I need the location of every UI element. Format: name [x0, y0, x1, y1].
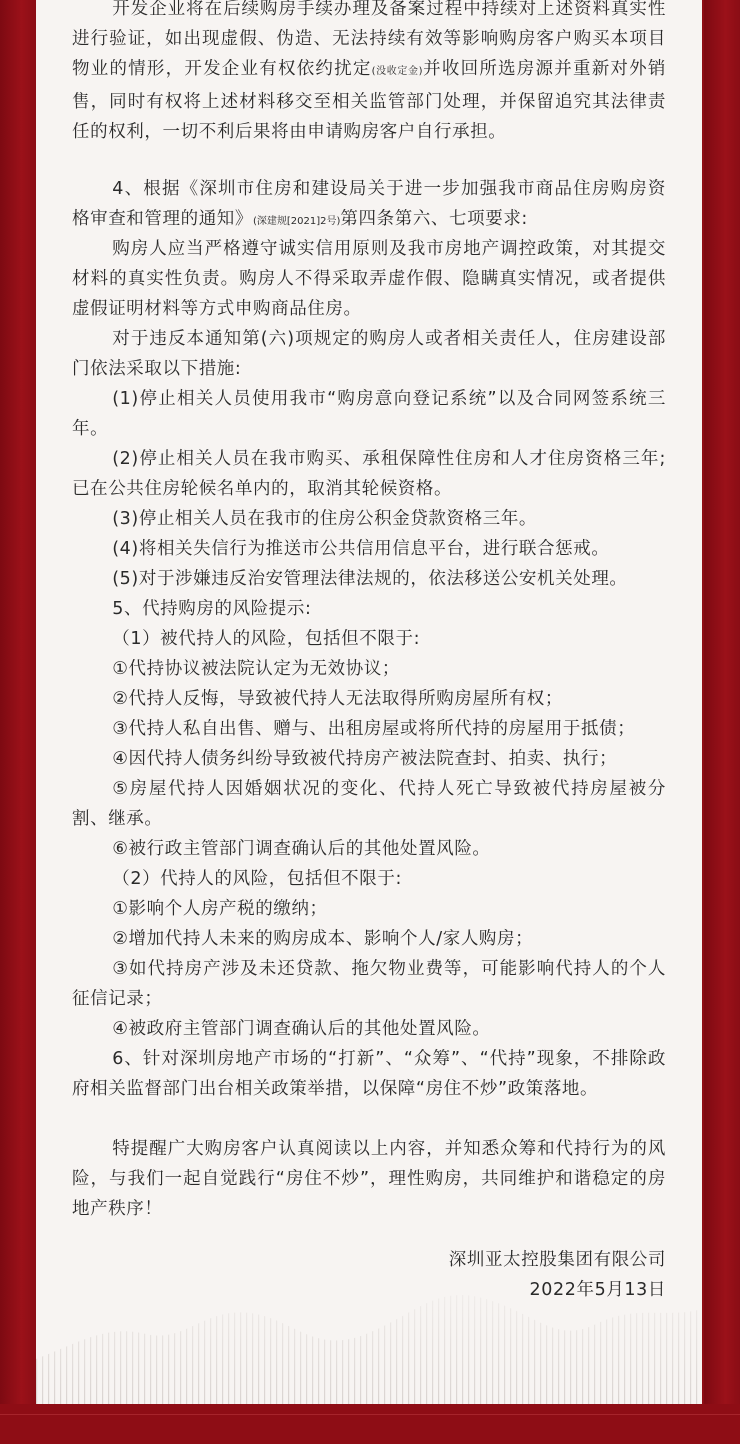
paragraph [72, 1044, 666, 1104]
paragraph-text: 6、针对深圳房地产市场的“打新”、“众筹”、“代持”现象，不排除政府相关监督部门出台相关政策举措，以保障“房住不炒”政策落地。 [72, 1049, 666, 1099]
paragraph [72, 894, 666, 924]
paragraph-text: (3)停止相关人员在我市的住房公积金贷款资格三年。 [112, 509, 538, 529]
paragraph-text: ④被政府主管部门调查确认后的其他处置风险。 [112, 1019, 491, 1039]
paragraph-text: (1)停止相关人员使用我市“购房意向登记系统”以及合同网签系统三年。 [72, 389, 666, 439]
paragraph-text: 4、根据《深圳市住房和建设局关于进一步加强我市商品住房购房资格审查和管理的通知》 [72, 179, 666, 229]
paragraph-text-cont: 第四条第六、七项要求: [340, 209, 528, 229]
paragraph-footnote: (深建规[2021]2号) [253, 216, 341, 227]
paragraph-text: （1）被代持人的风险，包括但不限于: [112, 629, 421, 649]
paragraph [72, 924, 666, 954]
paragraph [72, 324, 666, 384]
paragraph-text: (5)对于涉嫌违反治安管理法律法规的，依法移送公安机关处理。 [112, 569, 628, 589]
paragraph-text: (2)停止相关人员在我市购买、承租保障性住房和人才住房资格三年;已在公共住房轮候名单内的，取消其轮候资格。 [72, 449, 666, 499]
paragraph-text: ①代持协议被法院认定为无效协议； [112, 659, 401, 679]
paragraph-text: 开发企业将在后续购房手续办理及备案过程中持续对上述资料真实性进行验证，如出现虚假、伪造、无法持续有效等影响购房客户购买本项目物业的情形，开发企业有权依约扰定 [72, 0, 666, 79]
paragraph [72, 1134, 666, 1224]
left-red-border [0, 0, 36, 1444]
signature-date: 2022年5月13日 [529, 1280, 666, 1300]
paragraph-text: 对于违反本通知第(六)项规定的购房人或者相关责任人，住房建设部门依法采取以下措施: [72, 329, 666, 379]
paragraph [72, 1014, 666, 1044]
paragraph-text: ②增加代持人未来的购房成本、影响个人/家人购房； [112, 929, 534, 949]
paragraph [72, 384, 666, 444]
paragraph-text: ②代持人反悔，导致被代持人无法取得所购房屋所有权； [112, 689, 563, 709]
paragraph-text: 5、代持购房的风险提示: [112, 599, 312, 619]
paragraph-text: ①影响个人房产税的缴纳； [112, 899, 328, 919]
paragraph-text: 购房人应当严格遵守诚实信用原则及我市房地产调控政策，对其提交材料的真实性负责。购房人不得采取弄虚作假、隐瞒真实情况，或者提供虚假证明材料等方式申购商品住房。 [72, 239, 666, 319]
paragraph [72, 594, 666, 624]
right-red-border [704, 0, 740, 1444]
paragraph [72, 564, 666, 594]
paragraph [72, 234, 666, 324]
paragraph-text: ④因代持人债务纠纷导致被代持房产被法院查封、拍卖、执行； [112, 749, 618, 769]
paragraph [72, 174, 666, 237]
paragraph [72, 504, 666, 534]
paragraph [72, 654, 666, 684]
company-signature: 深圳亚太控股集团有限公司 [448, 1250, 666, 1270]
paragraph-text: 特提醒广大购房客户认真阅读以上内容，并知悉众筹和代持行为的风险，与我们一起自觉践行“房住不炒”，理性购房，共同维护和谐稳定的房地产秩序！ [72, 1139, 666, 1219]
paragraph-text: （2）代持人的风险，包括但不限于: [112, 869, 402, 889]
paragraph [72, 624, 666, 654]
paragraph-text: ⑥被行政主管部门调查确认后的其他处置风险。 [112, 839, 491, 859]
paragraph [72, 834, 666, 864]
bottom-red-band [0, 1404, 740, 1444]
paragraph-text-cont: 并收回所选房源并重新对外销售，同时有权将上述材料移交至相关监管部门处理，并保留追究其法律责任的权利，一切不利后果将由申请购房客户自行承担。 [72, 59, 666, 142]
paragraph [72, 774, 666, 834]
paragraph [72, 744, 666, 774]
paragraph-text: ⑤房屋代持人因婚姻状况的变化、代持人死亡导致被代持房屋被分割、继承。 [72, 779, 666, 829]
paragraph [72, 954, 666, 1014]
paragraph [72, 714, 666, 744]
paragraph-footnote: (没收定金) [371, 66, 423, 77]
paragraph [72, 0, 666, 147]
paragraph-text: ③代持人私自出售、赠与、出租房屋或将所代持的房屋用于抵债； [112, 719, 636, 739]
paragraph [72, 534, 666, 564]
paragraph [72, 864, 666, 894]
paragraph-text: (4)将相关失信行为推送市公共信用信息平台，进行联合惩戒。 [112, 539, 610, 559]
paragraph [72, 444, 666, 504]
paragraph-text: ③如代持房产涉及未还贷款、拖欠物业费等，可能影响代持人的个人征信记录； [72, 959, 666, 1009]
paragraph [72, 684, 666, 714]
notice-card [36, 0, 702, 1404]
